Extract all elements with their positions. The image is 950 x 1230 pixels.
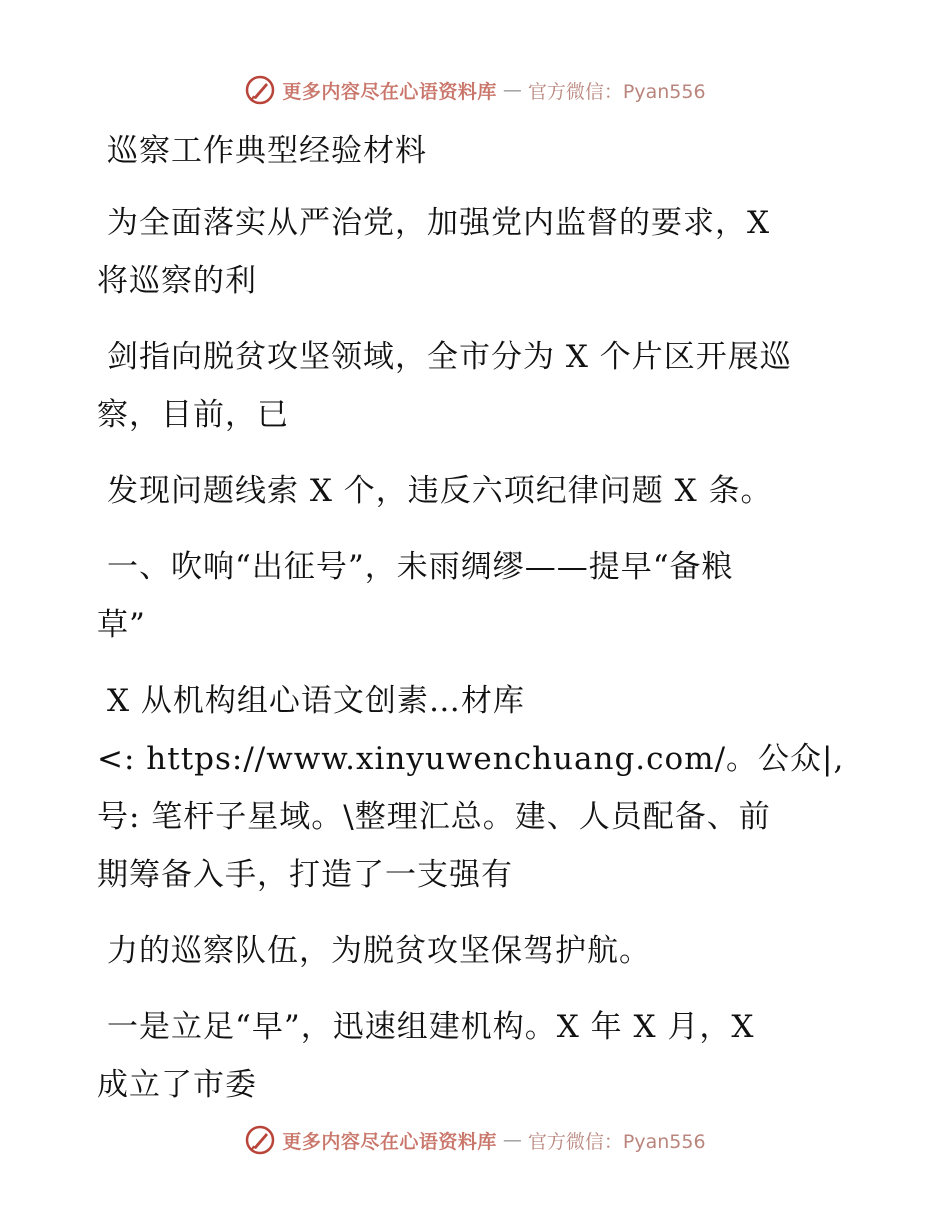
watermark-url-line: <: https://www.xinyuwenchuang.com/。公众|, bbox=[97, 741, 845, 777]
paragraph-line: 察，目前，已 bbox=[97, 397, 289, 433]
header-banner bbox=[0, 70, 950, 110]
paragraph-line: 号: 笔杆子星域。\整理汇总。建、人员配备、前 bbox=[97, 799, 771, 835]
banner-separator: — bbox=[502, 1129, 522, 1151]
document-body bbox=[97, 122, 857, 1114]
document-title: 巡察工作典型经验材料 bbox=[107, 133, 427, 169]
paragraph-line: 力的巡察队伍，为脱贫攻坚保驾护航。 bbox=[107, 933, 651, 969]
paragraph-line: 发现问题线索 X 个，违反六项纪律问题 X 条。 bbox=[107, 473, 773, 509]
banner-wechat-id: 官方微信：Pyan556 bbox=[527, 1130, 706, 1153]
quill-logo-icon bbox=[244, 1124, 276, 1156]
paragraph-line: 一是立足“早”，迅速组建机构。X 年 X 月，X bbox=[107, 1009, 755, 1045]
footer-banner bbox=[0, 1120, 950, 1160]
paragraph-line: 成立了市委 bbox=[97, 1067, 257, 1103]
paragraph-line: 为全面落实从严治党，加强党内监督的要求，X bbox=[107, 205, 771, 241]
banner-slogan: 更多内容尽在心语资料库 bbox=[282, 1130, 497, 1153]
banner-wechat-id: 官方微信：Pyan556 bbox=[527, 80, 706, 103]
paragraph-line: 期筹备入手，打造了一支强有 bbox=[97, 857, 513, 893]
paragraph-line: 剑指向脱贫攻坚领域，全市分为 X 个片区开展巡 bbox=[107, 339, 792, 375]
section-heading-continued: 草” bbox=[97, 607, 146, 643]
banner-separator: — bbox=[502, 79, 522, 101]
banner-slogan: 更多内容尽在心语资料库 bbox=[282, 80, 497, 103]
section-heading: 一、吹响“出征号”，未雨绸缪——提早“备粮 bbox=[107, 549, 734, 585]
paragraph-line: X 从机构组心语文创素…材库 bbox=[107, 683, 525, 719]
quill-logo-icon bbox=[244, 74, 276, 106]
paragraph-line: 将巡察的利 bbox=[97, 263, 257, 299]
